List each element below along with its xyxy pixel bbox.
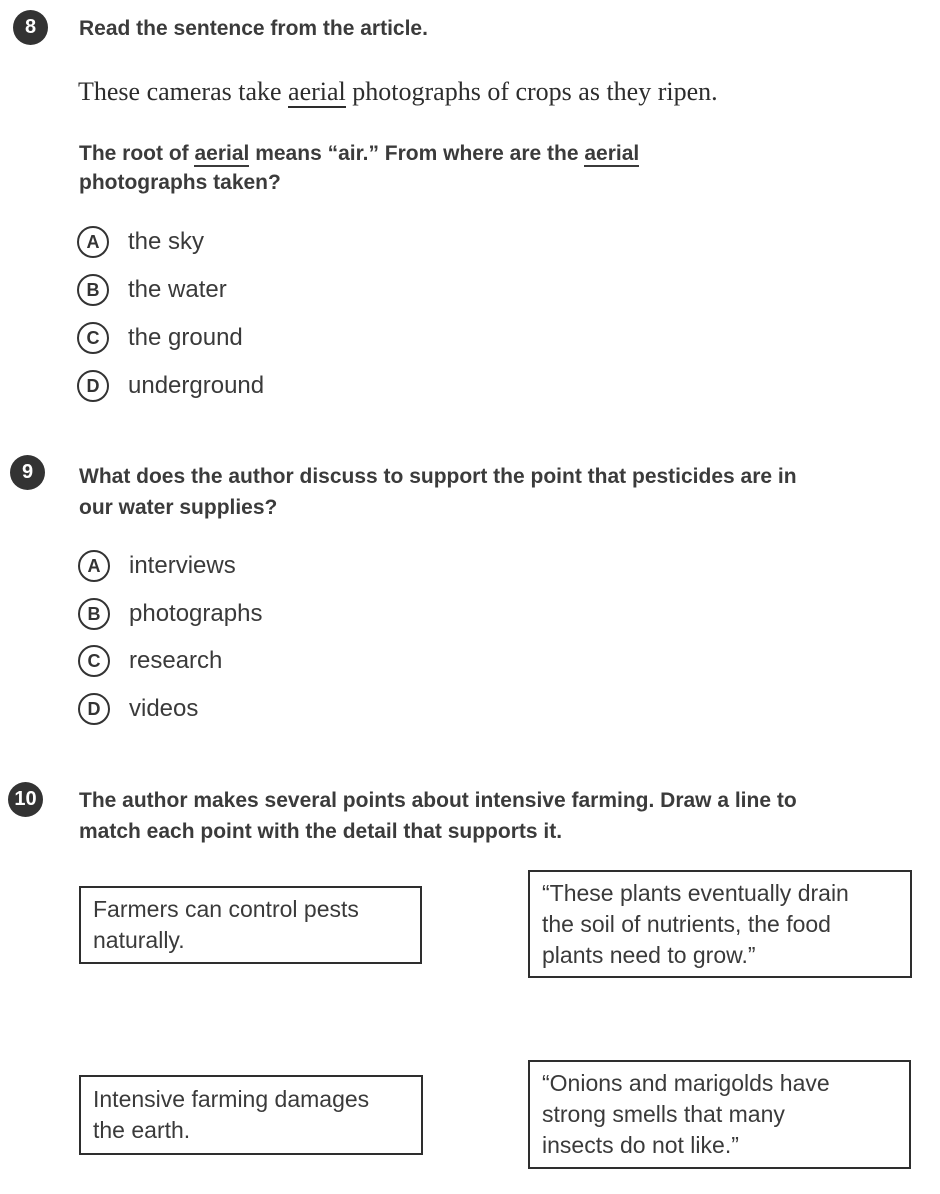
match-box-text: Intensive farming damages the earth. (93, 1086, 370, 1143)
match-box-point-1[interactable] (79, 886, 422, 964)
question-8-stem: Read the sentence from the article. (79, 17, 428, 40)
question-8-number-badge: 8 (13, 10, 48, 45)
question-8-option-a[interactable] (77, 226, 204, 258)
choice-letter-circle: C (77, 322, 109, 354)
question-8-subquestion: The root of aerial means “air.” From where are the aerial photographs taken? (79, 142, 640, 194)
question-9-option-a[interactable] (78, 550, 236, 582)
choice-label: videos (129, 695, 199, 722)
choice-letter-circle: A (77, 226, 109, 258)
choice-label: research (129, 647, 223, 674)
match-box-text: “These plants eventually drain the soil of nutrients, the food plants need to grow.” (542, 879, 849, 968)
choice-letter-circle: D (78, 693, 110, 725)
choice-label: interviews (129, 552, 236, 579)
choice-letter-circle: C (78, 645, 110, 677)
choice-letter-circle: D (77, 370, 109, 402)
question-9-number-badge: 9 (10, 455, 45, 490)
choice-label: underground (128, 372, 265, 399)
choice-letter-circle: A (78, 550, 110, 582)
question-10-stem: The author makes several points about intensive farming. Draw a line to match each point with the detail that supports it. (79, 789, 797, 843)
question-10-number-badge: 10 (8, 782, 43, 817)
match-box-detail-2[interactable] (528, 1060, 911, 1169)
question-9-option-b[interactable] (78, 598, 262, 630)
question-9-option-c[interactable] (78, 645, 222, 677)
question-8-option-c[interactable] (77, 322, 243, 354)
match-box-text: “Onions and marigolds have strong smells that many insects do not like.” (542, 1070, 830, 1158)
choice-letter-circle: B (78, 598, 110, 630)
question-9-stem: What does the author discuss to support the point that pesticides are in our water supplies? (79, 465, 797, 519)
choice-label: the ground (128, 324, 243, 351)
question-9-option-d[interactable] (78, 693, 198, 725)
choice-letter-circle: B (77, 274, 109, 306)
match-box-point-2[interactable] (79, 1075, 423, 1155)
match-box-detail-1[interactable] (528, 870, 912, 978)
choice-label: photographs (129, 600, 263, 627)
match-box-text: Farmers can control pests naturally. (93, 896, 359, 953)
choice-label: the sky (128, 228, 205, 255)
question-8-quoted-sentence: These cameras take aerial photographs of crops as they ripen. (78, 77, 718, 106)
question-8-option-b[interactable] (77, 274, 227, 306)
question-8-option-d[interactable] (77, 370, 264, 402)
choice-label: the water (128, 276, 227, 303)
